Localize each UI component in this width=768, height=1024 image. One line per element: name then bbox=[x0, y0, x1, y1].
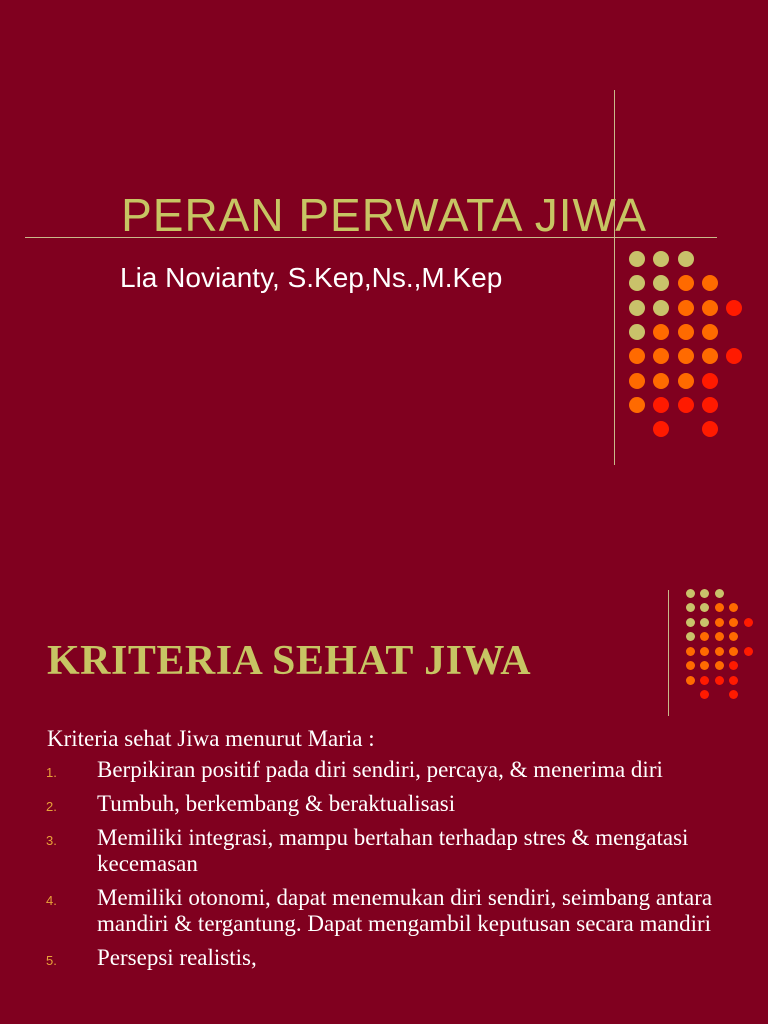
decorative-dot bbox=[702, 397, 718, 413]
decorative-dot bbox=[629, 348, 645, 364]
decorative-dot bbox=[702, 275, 718, 291]
decorative-dot bbox=[686, 676, 695, 685]
list-number: 3. bbox=[46, 833, 57, 848]
decorative-dot bbox=[678, 324, 694, 340]
list-item bbox=[0, 791, 768, 817]
decorative-dot bbox=[744, 618, 753, 627]
decorative-dot bbox=[702, 348, 718, 364]
decorative-dot bbox=[678, 300, 694, 316]
list-item bbox=[0, 885, 768, 937]
decorative-dot bbox=[653, 300, 669, 316]
vertical-divider bbox=[668, 590, 669, 716]
decorative-dot bbox=[729, 647, 738, 656]
decorative-dot bbox=[686, 647, 695, 656]
decorative-dot bbox=[715, 676, 724, 685]
decorative-dot bbox=[686, 618, 695, 627]
list-text: Memiliki integrasi, mampu bertahan terhadap stres & mengatasi kecemasan bbox=[97, 825, 689, 876]
decorative-dot bbox=[702, 373, 718, 389]
list-text: Memiliki otonomi, dapat menemukan diri sendiri, seimbang antara mandiri & tergantung. Dapat mengambil keputusan secara mandiri bbox=[97, 885, 713, 936]
decorative-dot bbox=[702, 324, 718, 340]
decorative-dot bbox=[726, 348, 742, 364]
decorative-dot bbox=[744, 647, 753, 656]
decorative-dot bbox=[686, 589, 695, 598]
slide-criteria bbox=[0, 512, 768, 1024]
decorative-dot bbox=[700, 661, 709, 670]
decorative-dot bbox=[700, 690, 709, 699]
decorative-dot bbox=[629, 275, 645, 291]
slide-heading: KRITERIA SEHAT JIWA bbox=[47, 638, 532, 684]
decorative-dot bbox=[629, 373, 645, 389]
decorative-dot bbox=[678, 348, 694, 364]
decorative-dot bbox=[700, 676, 709, 685]
decorative-dot bbox=[715, 661, 724, 670]
decorative-dot bbox=[702, 300, 718, 316]
decorative-dot bbox=[715, 618, 724, 627]
decorative-dot bbox=[678, 373, 694, 389]
decorative-dot bbox=[653, 275, 669, 291]
decorative-dot bbox=[653, 421, 669, 437]
decorative-dot bbox=[678, 397, 694, 413]
decorative-dot bbox=[729, 618, 738, 627]
decorative-dot bbox=[729, 690, 738, 699]
list-number: 5. bbox=[46, 953, 57, 968]
author-subtitle: Lia Novianty, S.Kep,Ns.,M.Kep bbox=[120, 262, 503, 293]
vertical-divider bbox=[614, 90, 615, 465]
decorative-dot bbox=[678, 275, 694, 291]
decorative-dot bbox=[729, 603, 738, 612]
decorative-dot bbox=[629, 300, 645, 316]
decorative-dot bbox=[715, 589, 724, 598]
list-item bbox=[0, 825, 768, 877]
decorative-dot bbox=[726, 300, 742, 316]
decorative-dot bbox=[629, 324, 645, 340]
decorative-dot bbox=[700, 618, 709, 627]
decorative-dot bbox=[653, 373, 669, 389]
decorative-dot bbox=[700, 603, 709, 612]
decorative-dot bbox=[715, 632, 724, 641]
decorative-dot bbox=[686, 603, 695, 612]
decorative-dot bbox=[678, 251, 694, 267]
decorative-dot bbox=[715, 647, 724, 656]
decorative-dot bbox=[700, 589, 709, 598]
decorative-dot bbox=[729, 676, 738, 685]
decorative-dot bbox=[729, 661, 738, 670]
list-number: 2. bbox=[46, 799, 57, 814]
list-item bbox=[0, 757, 768, 783]
slide-title-heading: PERAN PERWATA JIWA bbox=[121, 189, 647, 241]
list-number: 1. bbox=[46, 765, 57, 780]
decorative-dot bbox=[653, 251, 669, 267]
decorative-dot bbox=[686, 661, 695, 670]
decorative-dot bbox=[700, 632, 709, 641]
list-text: Berpikiran positif pada diri sendiri, percaya, & menerima diri bbox=[97, 757, 663, 782]
decorative-dot bbox=[715, 603, 724, 612]
criteria-list bbox=[0, 757, 768, 977]
list-item bbox=[0, 945, 768, 971]
decorative-dot bbox=[653, 324, 669, 340]
decorative-dot bbox=[729, 632, 738, 641]
decorative-dot bbox=[629, 397, 645, 413]
decorative-dot bbox=[702, 421, 718, 437]
decorative-dot bbox=[653, 348, 669, 364]
decorative-dot bbox=[629, 251, 645, 267]
decorative-dot bbox=[686, 632, 695, 641]
list-text: Tumbuh, berkembang & beraktualisasi bbox=[97, 791, 456, 816]
decorative-dot bbox=[653, 397, 669, 413]
decorative-dot bbox=[700, 647, 709, 656]
list-number: 4. bbox=[46, 893, 57, 908]
intro-text: Kriteria sehat Jiwa menurut Maria : bbox=[47, 726, 375, 751]
list-text: Persepsi realistis, bbox=[97, 945, 257, 970]
